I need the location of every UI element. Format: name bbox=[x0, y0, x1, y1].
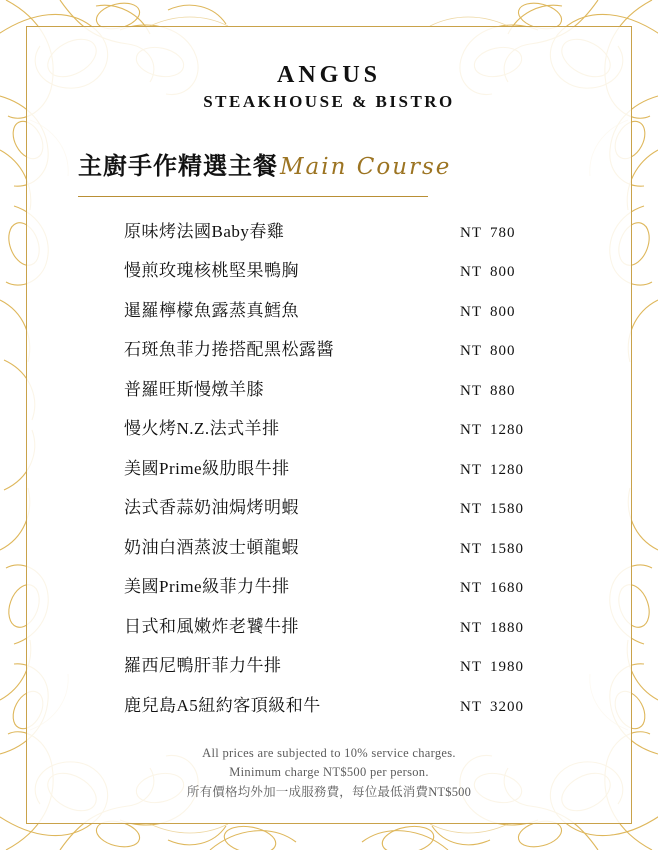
currency-label: NT bbox=[460, 619, 482, 636]
menu-item-name: 暹羅檸檬魚露蒸真鱈魚 bbox=[124, 300, 299, 320]
price-value: 780 bbox=[490, 224, 516, 241]
menu-item-name: 羅西尼鴨肝菲力牛排 bbox=[124, 656, 282, 676]
menu-item-row bbox=[124, 375, 546, 400]
menu-item-name: 鹿兒島A5紐約客頂級和牛 bbox=[124, 695, 321, 715]
footnote-minimum-charge: Minimum charge NT$500 per person. bbox=[229, 765, 429, 780]
currency-label: NT bbox=[460, 540, 482, 557]
menu-item-list bbox=[0, 217, 658, 716]
price-value: 1980 bbox=[490, 659, 524, 676]
menu-item-name: 石斑魚菲力捲搭配黑松露醬 bbox=[124, 340, 334, 360]
menu-item-row bbox=[124, 296, 546, 321]
currency-label: NT bbox=[460, 303, 482, 320]
menu-item-row bbox=[124, 533, 546, 558]
menu-item-row bbox=[124, 493, 546, 518]
price-value: 1280 bbox=[490, 461, 524, 478]
price-value: 800 bbox=[490, 303, 516, 320]
menu-item-row bbox=[124, 691, 546, 716]
currency-label: NT bbox=[460, 659, 482, 676]
menu-item-price bbox=[454, 462, 546, 479]
currency-label: NT bbox=[460, 224, 482, 241]
menu-item-price bbox=[454, 620, 546, 637]
price-value: 1280 bbox=[490, 422, 524, 439]
price-value: 3200 bbox=[490, 698, 524, 715]
menu-item-row bbox=[124, 335, 546, 360]
menu-item-price bbox=[454, 501, 546, 518]
price-value: 800 bbox=[490, 343, 516, 360]
menu-item-price bbox=[454, 580, 546, 597]
currency-label: NT bbox=[460, 264, 482, 281]
menu-item-name: 奶油白酒蒸波士頓龍蝦 bbox=[124, 537, 299, 557]
menu-item-price bbox=[454, 699, 546, 716]
brand-name: ANGUS bbox=[276, 62, 381, 88]
menu-item-price bbox=[454, 304, 546, 321]
section-divider bbox=[78, 196, 428, 197]
menu-item-price bbox=[454, 541, 546, 558]
footnote-chinese: 所有價格均外加一成服務費，每位最低消費NT$500 bbox=[186, 784, 472, 799]
menu-item-row bbox=[124, 454, 546, 479]
menu-item-row bbox=[124, 612, 546, 637]
price-value: 1580 bbox=[490, 501, 524, 518]
footnote-service-charge: All prices are subjected to 10% service charges. bbox=[202, 745, 456, 760]
menu-item-row bbox=[124, 414, 546, 439]
menu-item-row bbox=[124, 217, 546, 242]
menu-item-name: 慢煎玫瑰核桃堅果鴨胸 bbox=[124, 261, 299, 281]
menu-item-price bbox=[454, 383, 546, 400]
menu-item-row bbox=[124, 256, 546, 281]
price-value: 880 bbox=[490, 382, 516, 399]
currency-label: NT bbox=[460, 698, 482, 715]
menu-item-price bbox=[454, 225, 546, 242]
menu-item-row bbox=[124, 651, 546, 676]
currency-label: NT bbox=[460, 382, 482, 399]
menu-item-name: 法式香蒜奶油焗烤明蝦 bbox=[124, 498, 299, 518]
menu-item-row bbox=[124, 572, 546, 597]
menu-item-price bbox=[454, 343, 546, 360]
brand-subtitle: STEAKHOUSE & BISTRO bbox=[203, 91, 455, 111]
currency-label: NT bbox=[460, 461, 482, 478]
currency-label: NT bbox=[460, 343, 482, 360]
menu-item-name: 美國Prime級菲力牛排 bbox=[124, 577, 290, 597]
price-value: 1880 bbox=[490, 619, 524, 636]
section-title-english: Main Course bbox=[280, 153, 452, 180]
menu-item-name: 日式和風嫩炸老饕牛排 bbox=[124, 616, 299, 636]
menu-item-price bbox=[454, 659, 546, 676]
menu-item-name: 普羅旺斯慢燉羊膝 bbox=[124, 379, 264, 399]
price-value: 1680 bbox=[490, 580, 524, 597]
price-value: 1580 bbox=[490, 540, 524, 557]
menu-item-price bbox=[454, 422, 546, 439]
footnotes bbox=[0, 744, 658, 802]
currency-label: NT bbox=[460, 501, 482, 518]
menu-item-price bbox=[454, 264, 546, 281]
section-heading bbox=[78, 146, 658, 181]
currency-label: NT bbox=[460, 580, 482, 597]
menu-item-name: 慢火烤N.Z.法式羊排 bbox=[124, 419, 280, 439]
menu-item-name: 美國Prime級肋眼牛排 bbox=[124, 458, 290, 478]
price-value: 800 bbox=[490, 264, 516, 281]
menu-item-name: 原味烤法國Baby春雞 bbox=[124, 221, 285, 241]
section-title-chinese: 主廚手作精選主餐 bbox=[78, 153, 278, 180]
brand-header bbox=[0, 62, 658, 112]
currency-label: NT bbox=[460, 422, 482, 439]
